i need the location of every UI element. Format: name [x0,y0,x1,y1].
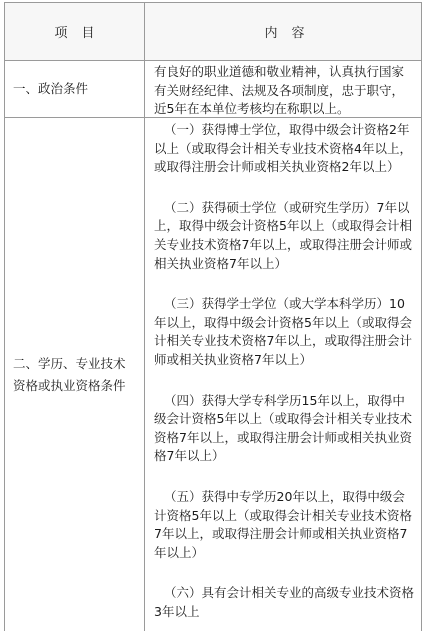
header-content-label: 内容 [264,26,319,41]
row-label-cell [5,61,145,117]
row-label-education-line2: 资格或执业资格条件 [13,377,126,393]
header-cell-content [146,3,421,60]
list-item: （六）具有会计相关专业的高级专业技术资格3年以上 [154,585,415,619]
list-item: （五）获得中专学历20年以上，取得中级会计资格5年以上（或取得会计相关专业技术资格7年以上，或取得注册会计师或相关执业资格7年以上） [154,488,412,560]
list-item: （四）获得大学专科学历15年以上，取得中级会计资格5年以上（或取得会计相关专业技术资格7年以上，或取得注册会计师或相关执业资格7年以上） [154,392,412,464]
list-item: （三）获得学士学位（或大学本科学历）10年以上，取得中级会计资格5年以上（或取得会计相关专业技术资格7年以上，或取得注册会计师或相关执业资格7年以上） [154,296,412,367]
row-content-cell [146,118,421,631]
table-header-row [5,3,421,61]
table-row [5,61,421,118]
row-label-cell [5,118,145,631]
header-item-label: 项目 [54,26,109,41]
list-item: （一）获得博士学位，取得中级会计资格2年以上（或取得会计相关专业技术资格4年以上，或取得注册会计师或相关执业资格2年以上） [154,122,412,175]
row-label-political: 一、政治条件 [13,81,89,96]
header-cell-item [5,3,145,60]
political-requirement-text: 有良好的职业道德和敬业精神，认真执行国家有关财经纪律、法规及各项制度，忠于职守，近5年在本单位考核均在称职以上。 [154,64,405,117]
row-label-education-line1: 二、学历、专业技术 [13,355,126,371]
row-content-cell [146,61,421,117]
requirements-table [4,2,422,631]
list-item: （二）获得硕士学位（或研究生学历）7年以上，取得中级会计资格5年以上（或取得会计相关专业技术资格7年以上，或取得注册会计师或相关执业资格7年以上） [154,199,412,271]
table-row [5,118,421,631]
